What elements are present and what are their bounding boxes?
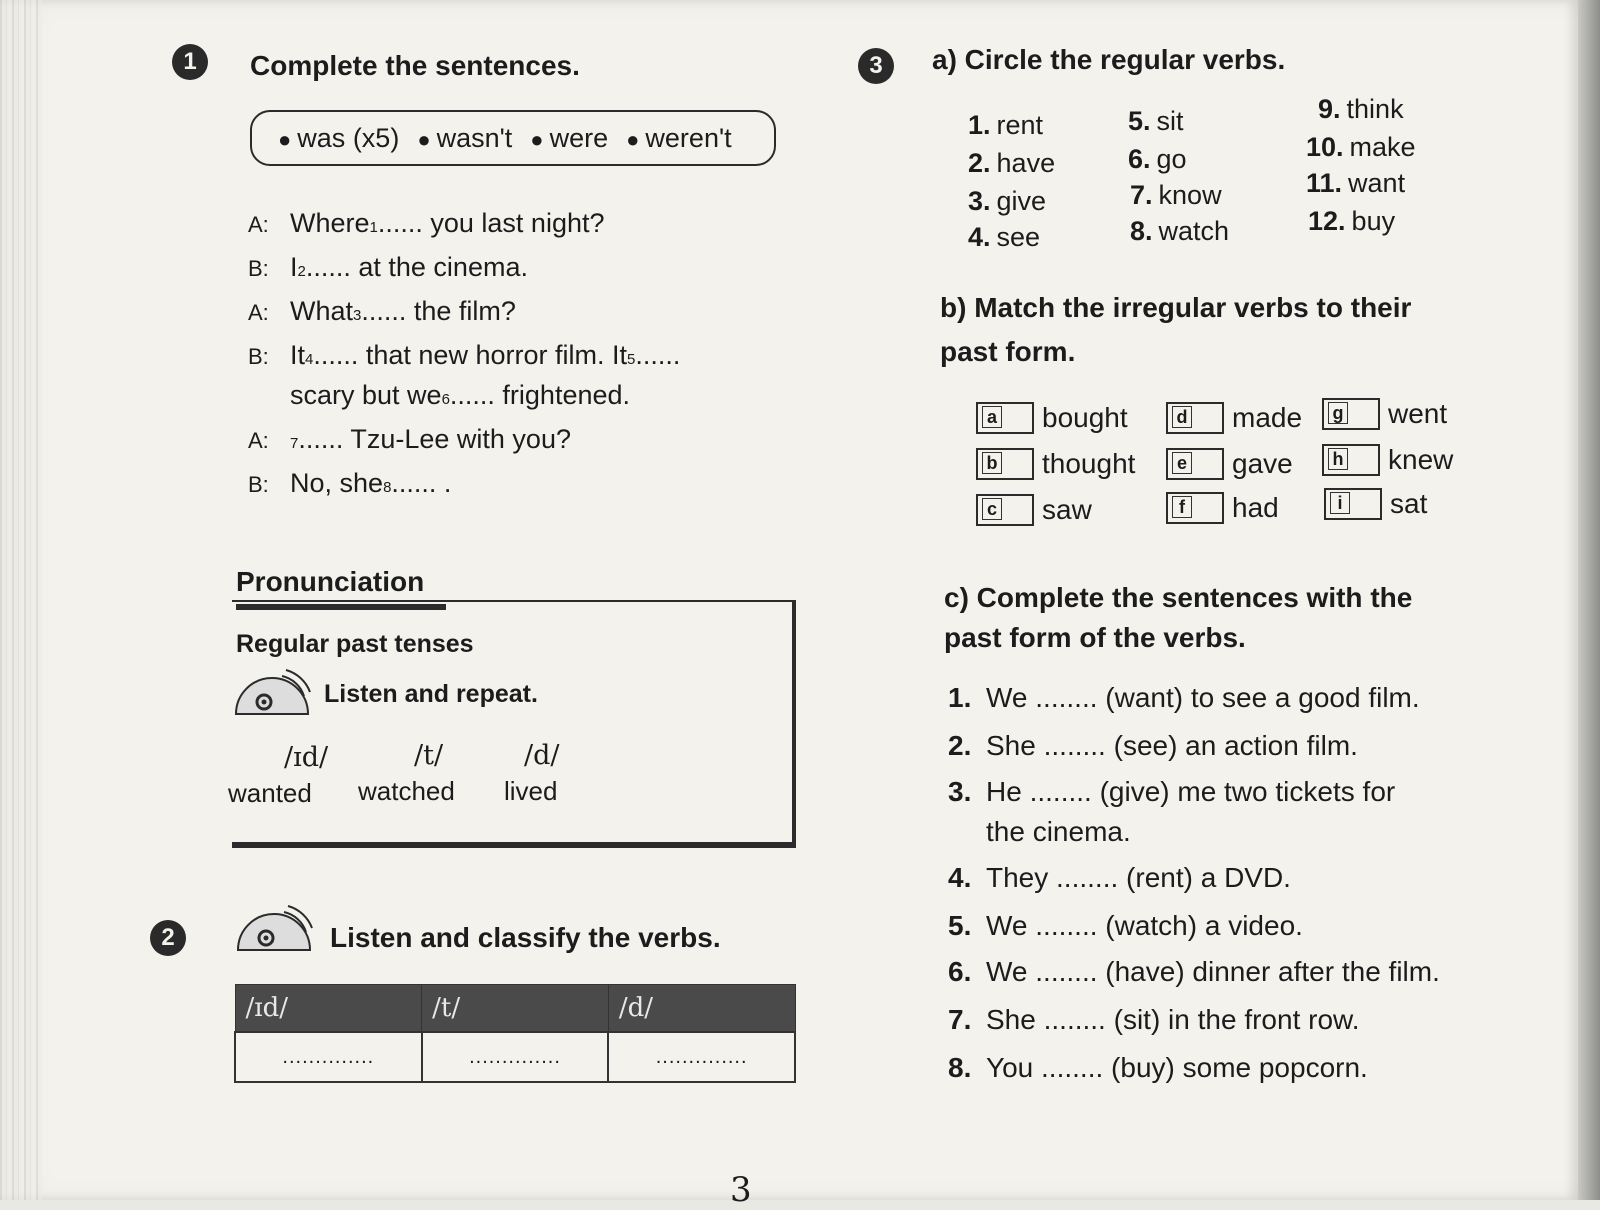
table-header: /t/	[422, 985, 609, 1033]
pronunciation-subtitle: Regular past tenses	[236, 630, 474, 658]
sentence-item[interactable]: 2. She ........ (see) an action film.	[948, 730, 1358, 761]
sentence-list	[948, 682, 1548, 1100]
sentence-item[interactable]: 7. She ........ (sit) in the front row.	[948, 1004, 1360, 1035]
sentence-item[interactable]: 8. You ........ (buy) some popcorn.	[948, 1052, 1368, 1083]
match-item[interactable]: i sat	[1324, 488, 1427, 520]
sentence-item[interactable]: 5. We ........ (watch) a video.	[948, 910, 1303, 941]
page-binding	[0, 0, 42, 1200]
verb-item[interactable]: 5. sit	[1128, 106, 1184, 136]
match-item[interactable]: b thought	[976, 448, 1135, 480]
table-blank-cell[interactable]: ..............	[235, 1032, 422, 1082]
exercise-3b-title-line-2: past form.	[940, 336, 1076, 367]
dialogue-line: A: Where 1 ...... you last night?	[248, 208, 605, 238]
word-item: ● was (x5)	[278, 122, 400, 153]
exercise-2-title: Listen and classify the verbs.	[330, 922, 721, 953]
sentence-item[interactable]: 4. They ........ (rent) a DVD.	[948, 862, 1291, 893]
sentence-item[interactable]: 1. We ........ (want) to see a good film.	[948, 682, 1420, 713]
pronunciation-title: Pronunciation	[236, 566, 425, 597]
verb-item[interactable]: 12. buy	[1308, 206, 1396, 236]
exercise-2-number: 2	[150, 920, 186, 956]
phoneme-symbol: /t/	[414, 740, 444, 771]
phoneme-symbol: /ɪd/	[284, 742, 329, 773]
verb-item[interactable]: 10. make	[1306, 132, 1416, 162]
dialogue-line: A: 7 ...... Tzu-Lee with you?	[248, 424, 571, 454]
word-box	[250, 110, 776, 166]
match-grid	[976, 398, 1496, 542]
exercise-3c-title: c) Complete the sentences with the	[944, 582, 1413, 613]
match-item[interactable]: f had	[1166, 492, 1279, 524]
exercise-3b-title: b) Match the irregular verbs to their	[940, 292, 1412, 323]
verb-list	[968, 94, 1448, 260]
word-item: ● wasn't	[417, 122, 513, 153]
listen-repeat-instruction: Listen and repeat.	[324, 680, 538, 708]
exercise-1-number: 1	[172, 44, 208, 80]
verb-item[interactable]: 6. go	[1128, 144, 1187, 174]
table-blank-cell[interactable]: ..............	[608, 1032, 795, 1082]
classify-table	[234, 984, 796, 1083]
example-word: wanted	[228, 778, 312, 808]
verb-item[interactable]: 1. rent	[968, 110, 1044, 140]
dialogue-line: A: What 3 ...... the film?	[248, 296, 516, 326]
match-item[interactable]: d made	[1166, 402, 1302, 434]
verb-item[interactable]: 3. give	[968, 186, 1047, 216]
verb-item[interactable]: 4. see	[968, 222, 1041, 252]
verb-item[interactable]: 9. think	[1318, 94, 1404, 124]
verb-item[interactable]: 2. have	[968, 148, 1056, 178]
sentence-item[interactable]: 6. We ........ (have) dinner after the film.	[948, 956, 1440, 987]
verb-item[interactable]: 8. watch	[1130, 216, 1230, 246]
exercise-3a-title: a) Circle the regular verbs.	[932, 44, 1286, 75]
match-item[interactable]: g went	[1322, 398, 1447, 430]
phoneme-symbol: /d/	[524, 740, 560, 771]
dialogue-line: B: It 4 ...... that new horror film. It 5 ......	[248, 340, 681, 370]
match-item[interactable]: e gave	[1166, 448, 1293, 480]
example-word: lived	[504, 776, 558, 806]
dialogue-line: B: No, she 8 ...... .	[248, 468, 452, 498]
table-header: /d/	[608, 985, 795, 1033]
cd-icon	[234, 904, 314, 959]
sentence-continuation: the cinema.	[986, 816, 1131, 847]
dialogue-line: B: I 2 ...... at the cinema.	[248, 252, 528, 282]
match-item[interactable]: a bought	[976, 402, 1128, 434]
table-header: /ɪd/	[235, 985, 422, 1033]
table-blank-cell[interactable]: ..............	[422, 1032, 609, 1082]
verb-item[interactable]: 7. know	[1130, 180, 1222, 210]
pronunciation-box	[228, 600, 796, 848]
cd-icon	[232, 668, 312, 723]
verb-item[interactable]: 11. want	[1306, 168, 1406, 198]
page-edge-shadow	[1578, 0, 1600, 1200]
match-item[interactable]: h knew	[1322, 444, 1453, 476]
sentence-item[interactable]: 3. He ........ (give) me two tickets for	[948, 776, 1396, 807]
exercise-3c-title-line-2: past form of the verbs.	[944, 622, 1246, 653]
word-item: ● were	[530, 122, 609, 153]
page-number: 3	[730, 1170, 752, 1210]
dialogue-line: scary but we 6 ...... frightened.	[290, 380, 631, 410]
word-item: ● weren't	[626, 122, 732, 153]
exercise-3-number: 3	[858, 48, 894, 84]
exercise-1-title: Complete the sentences.	[250, 50, 580, 81]
dialogue	[248, 208, 680, 512]
match-item[interactable]: c saw	[976, 494, 1092, 526]
example-word: watched	[358, 776, 455, 806]
